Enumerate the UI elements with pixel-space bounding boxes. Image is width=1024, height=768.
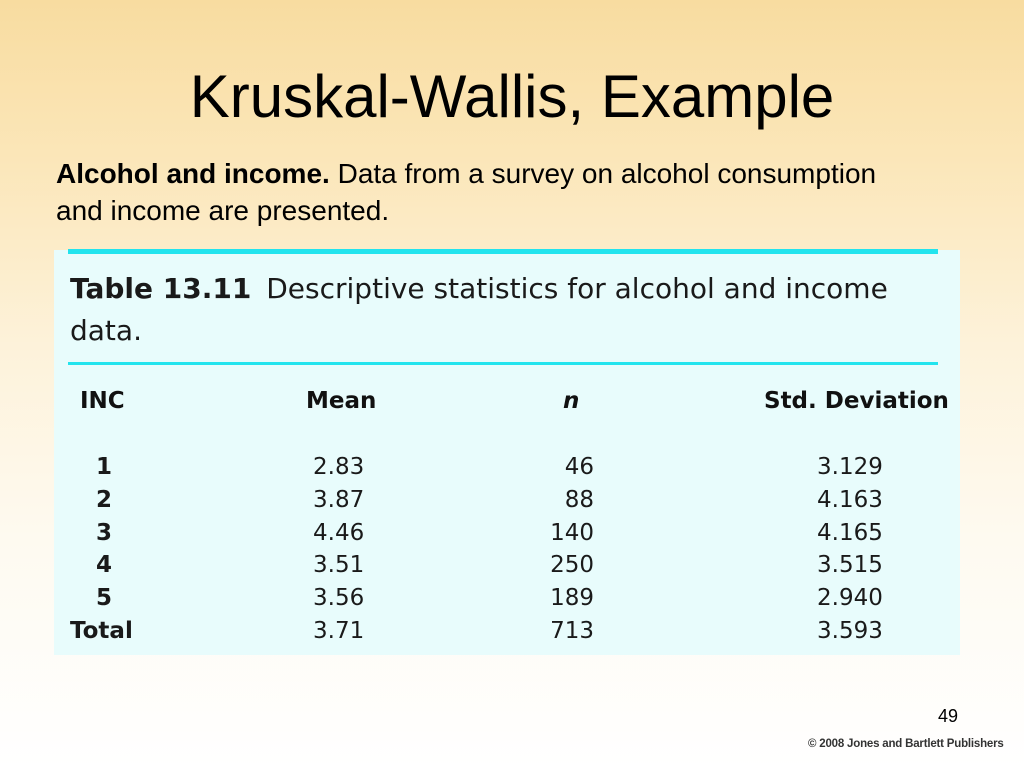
cell-mean: 3.51 xyxy=(313,552,365,579)
cell-mean: 4.46 xyxy=(313,519,365,546)
table-row xyxy=(0,582,1024,615)
slide-title: Kruskal-Wallis, Example xyxy=(189,63,835,130)
table-row xyxy=(0,451,1024,484)
table-top-rule xyxy=(68,249,938,254)
cell-n: 88 xyxy=(564,486,594,513)
column-header-inc: INC xyxy=(80,388,125,414)
cell-inc: 4 xyxy=(95,552,112,579)
column-header-std-deviation: Std. Deviation xyxy=(764,388,949,414)
cell-mean: 3.56 xyxy=(313,585,365,612)
intro-text: Data from a survey on alcohol consumption and income are presented. xyxy=(56,158,877,226)
table-row xyxy=(0,549,1024,582)
cell-n: 46 xyxy=(564,454,594,480)
intro-lead: Alcohol and income. xyxy=(56,158,330,189)
page-number: 49 xyxy=(938,706,959,726)
cell-inc: 5 xyxy=(95,585,112,612)
cell-std-deviation: 3.129 xyxy=(817,454,883,480)
cell-std-deviation: 4.165 xyxy=(817,519,883,546)
cell-mean: 3.87 xyxy=(313,486,365,513)
cell-n: 713 xyxy=(550,617,594,644)
table-body xyxy=(0,451,1024,648)
table-row xyxy=(0,517,1024,550)
cell-inc: Total xyxy=(70,617,133,644)
cell-std-deviation: 4.163 xyxy=(817,486,883,513)
cell-mean: 3.71 xyxy=(313,617,365,644)
cell-std-deviation: 2.940 xyxy=(817,585,883,612)
table-caption-number: Table 13.11 xyxy=(70,272,252,305)
cell-inc: 2 xyxy=(95,486,112,513)
copyright-notice: © 2008 Jones and Bartlett Publishers xyxy=(808,738,1004,750)
table-header-rule xyxy=(68,362,938,365)
cell-std-deviation: 3.593 xyxy=(817,617,883,644)
cell-inc: 1 xyxy=(95,454,112,480)
table-row-total xyxy=(0,615,1024,648)
cell-std-deviation: 3.515 xyxy=(817,552,883,579)
cell-n: 189 xyxy=(550,585,594,612)
cell-n: 140 xyxy=(550,519,594,546)
table-caption-text: Descriptive statistics for alcohol and income data. xyxy=(70,272,888,347)
cell-inc: 3 xyxy=(95,519,112,546)
column-header-mean: Mean xyxy=(306,388,377,414)
cell-mean: 2.83 xyxy=(313,454,365,480)
intro-paragraph xyxy=(56,155,886,229)
cell-n: 250 xyxy=(550,552,594,579)
table-row xyxy=(0,484,1024,517)
table-caption xyxy=(70,268,950,352)
column-header-n: n xyxy=(563,388,580,414)
